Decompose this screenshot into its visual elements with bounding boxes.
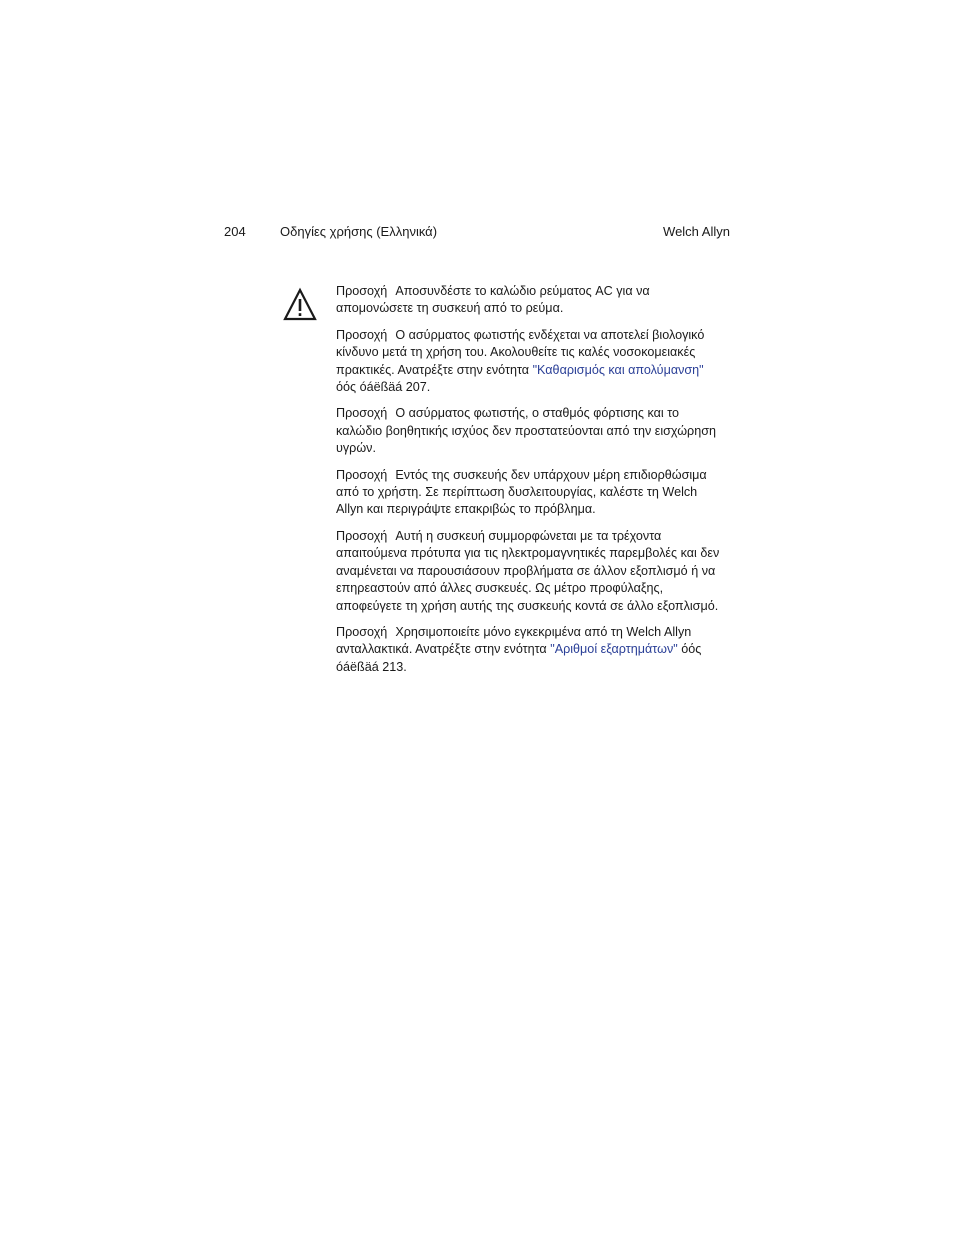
caution-note <box>336 624 726 676</box>
caution-text: Αποσυνδέστε το καλώδιο ρεύματος AC για να απομονώσετε τη συσκευή από το ρεύμα. <box>336 284 650 316</box>
caution-notes <box>336 283 726 685</box>
caution-page-reference: όός óáëßäá 213. <box>336 642 702 674</box>
caution-note <box>336 528 726 615</box>
caution-note <box>336 327 726 397</box>
caution-text: Ο ασύρματος φωτιστής ενδέχεται να αποτελεί βιολογικό κίνδυνο μετά τη χρήση του. Ακολουθείτε τις καλές νοσοκομειακές πρακτικές. Ανατρέξτε στην ενότητα <box>336 327 705 377</box>
brand-name: Welch Allyn <box>663 224 730 239</box>
caution-label: Προσοχή <box>336 327 388 342</box>
part-numbers-link[interactable]: "Αριθμοί εξαρτημάτων" <box>550 642 678 657</box>
caution-text: Ο ασύρματος φωτιστής, ο σταθμός φόρτισης και το καλώδιο βοηθητικής ισχύος δεν προστατεύονται από την εισχώρηση υγρών. <box>336 406 716 456</box>
warning-triangle-icon <box>283 287 317 323</box>
caution-label: Προσοχή <box>336 467 388 482</box>
caution-label: Προσοχή <box>336 528 388 543</box>
caution-label: Προσοχή <box>336 624 388 639</box>
caution-label: Προσοχή <box>336 406 388 421</box>
caution-note <box>336 283 726 318</box>
cleaning-section-link[interactable]: "Καθαρισμός και απολύμανση" <box>532 362 704 377</box>
caution-note <box>336 405 726 457</box>
caution-page-reference: όός óáëßäá 207. <box>336 380 431 395</box>
page-header <box>224 223 730 241</box>
caution-text: Χρησιμοποιείτε μόνο εγκεκριμένα από τη Welch Allyn ανταλλακτικά. Ανατρέξτε στην ενότητα <box>336 624 692 657</box>
caution-note <box>336 467 726 519</box>
caution-label: Προσοχή <box>336 284 388 298</box>
document-title: Οδηγίες χρήσης (Ελληνικά) <box>280 224 438 239</box>
caution-text: Εντός της συσκευής δεν υπάρχουν μέρη επιδιορθώσιμα από το χρήστη. Σε περίπτωση δυσλειτουργίας, καλέστε τη Welch Allyn και περιγράψτε επακριβώς το πρόβλημα. <box>336 467 707 517</box>
page-number: 204 <box>224 224 246 239</box>
caution-text: Αυτή η συσκευή συμμορφώνεται με τα τρέχοντα απαιτούμενα πρότυπα για τις ηλεκτρομαγνητικές παρεμβολές και δεν αναμένεται να παρουσιάσουν προβλήματα σε άλλον εξοπλισμό ή να επηρεαστούν από άλλες συσκευές. Ως μέτρο προφύλαξης, αποφεύγετε τη χρήση αυτής της συσκευής κοντά σε άλλο εξοπλισμό. <box>336 528 720 613</box>
